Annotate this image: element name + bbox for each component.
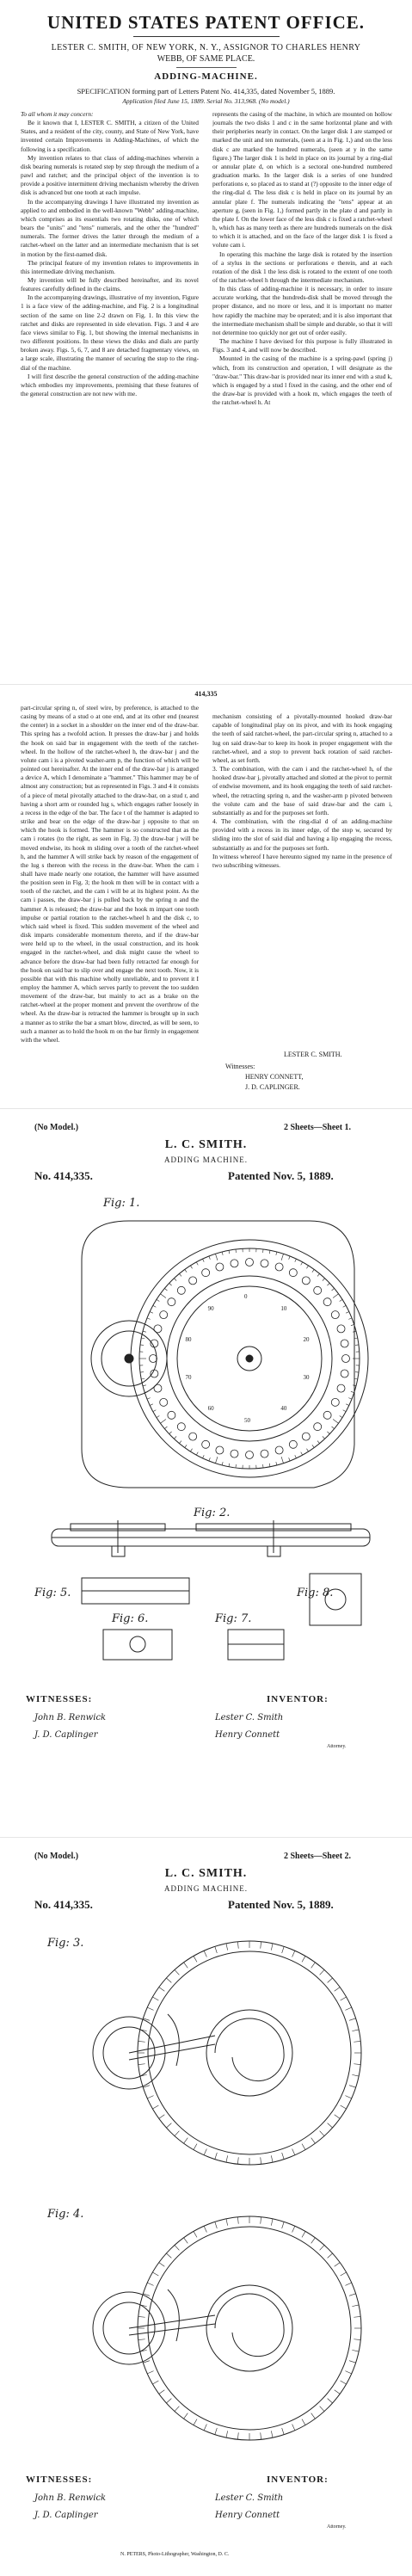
graduation-tick <box>159 2390 164 2394</box>
graduation-tick <box>166 2253 171 2258</box>
graduation-tick <box>175 2407 179 2412</box>
paragraph: The machine I have devised for this purpose is fully illustrated in Figs. 3 and 4, and will now be described. <box>212 337 392 354</box>
graduation-tick <box>184 2413 188 2419</box>
inventor-heading: INVENTOR: <box>267 1694 329 1704</box>
specification-line: SPECIFICATION forming part of Letters Patent No. 414,335, dated November 5, 1889. <box>17 87 395 96</box>
graduation-tick <box>147 2096 153 2098</box>
graduation-tick <box>152 1997 158 2000</box>
graduation-tick <box>271 2431 273 2437</box>
graduation-tick <box>320 2407 324 2412</box>
dial-number: 70 <box>186 1374 192 1381</box>
graduation-tick <box>328 2399 333 2403</box>
graduation-tick <box>345 2371 351 2374</box>
graduation-tick <box>166 2399 171 2403</box>
graduation-tick <box>147 2283 153 2285</box>
graduation-tick <box>204 2148 206 2154</box>
graduation-tick <box>328 1978 333 1982</box>
graduation-tick <box>311 2138 316 2143</box>
graduation-tick <box>292 2226 295 2232</box>
graduation-tick <box>345 2007 351 2010</box>
graduation-tick <box>166 2123 171 2128</box>
figure-label: Fig: 7. <box>215 1612 251 1625</box>
dial-number: 50 <box>244 1417 250 1424</box>
graduation-tick <box>166 1978 171 1982</box>
graduation-tick <box>175 2131 179 2136</box>
figure-label: Fig: 4. <box>47 2208 83 2221</box>
graduation-tick <box>152 2105 158 2109</box>
graduation-tick <box>341 2381 347 2384</box>
paragraph: The principal feature of my invention relates to improvements in this intermediate driving mechanism. <box>21 259 199 276</box>
graduation-tick <box>271 2155 273 2162</box>
witness-name: HENRY CONNETT, <box>245 1072 304 1082</box>
graduation-tick <box>320 2131 324 2136</box>
dial-number: 20 <box>303 1336 309 1343</box>
graduation-tick <box>159 2115 164 2119</box>
dial-number: 80 <box>186 1336 192 1343</box>
witness-signature: John B. Renwick <box>34 1713 106 1722</box>
patent-number: No. 414,335. <box>34 1169 93 1183</box>
graduation-tick <box>226 2431 228 2437</box>
attorney-label: Attorney. <box>327 1744 346 1749</box>
graduation-tick <box>175 1969 179 1975</box>
graduation-tick <box>194 1956 197 1962</box>
paragraph: part-circular spring n, of steel wire, by preference, is attached to the casing by means of a stud o at one end, and at its other end (nearest the center) in a socket in a shoulder on the inner end of the draw-bar. This spring has a twofold action. It presses the draw-bar j and holds the hook on said bar in engagement with the teeth of the ratchet-wheel. In the hollow of the ratchet-wheel h, the draw-bar j and the volute cam i is a pivoted washer-arm p, the function of which will be pointed out hereinafter. At the inner end of the draw-bar j is arranged a device A, which I denominate a "hammer." This hammer may be of almost any construction; but as represented in Figs. 3 and 4 it consists of a piece of metal pivotally attached to the draw-bar, on a stud r, and having a short arm or rounded lug s, which engages rather loosely in a recess in the edge of the bar. The face t of the hammer is adapted to strike and bear on the edge of the draw-bar j opposite to that on which the hook is formed. The hammer is so constructed that as the cam i rotates (to the right, as seen in Fig. 3) the draw-bar j will be moved endwise, its hook m sliding over a tooth of the ratchet-wheel h, and the hammer A will strike back by reason of the engagement of the lug s thereon with the recess in the draw-bar. When the cam i shall have made nearly one rotation, the hammer will have assumed the position seen in Fig. 3; the hook m then will be in contact with a tooth of the ratchet, and the cam i will be at its highest point. As the cam i passes, the draw-bar j is pulled back by the spring n and the hammer A is released; the draw-bar and the hook m impart one tooth impulse or partial rotation to the ratchet-wheel h and the disk c, to which said wheel is fixed. This sudden movement of the wheel and disk imparts considerable momentum thereto, and if the draw-bar were held up to the wheel, in the usual construction, and its hook engaged in the ratchet-wheel, and disk might cause the wheel to advance before the draw-bar had been fully retracted far enough for the hook on said bar to slip over and engage the next tooth. Now, it is possible that with this machine wholly unreliable, and to prevent it I employ the hammer A, which serves partly to prevent the too sudden movement of the draw-bar, but mainly to act as a brake on the ratchet-wheel at the proper moment and prevent the overthrow of the wheel. As the draw-bar is retracted the hammer is brought up in such a manner as to strike the bar a smart blow, directed, as will be seen, to such a manner as to hold the hook m on the bar firmly in engagement with the wheel. <box>21 704 199 1045</box>
sheet-info: 2 Sheets—Sheet 1. <box>284 1123 351 1132</box>
graduation-tick <box>335 1987 340 1992</box>
inventor-signature: Lester C. Smith <box>215 1713 283 1722</box>
graduation-tick <box>184 2138 188 2143</box>
attorney-signature: Henry Connett <box>215 1730 280 1740</box>
graduation-tick <box>226 1944 228 1950</box>
graduation-tick <box>335 2390 340 2394</box>
machine-title: ADDING-MACHINE. <box>0 71 412 82</box>
specification-page-2 <box>0 684 412 1109</box>
graduation-tick <box>271 2219 273 2226</box>
graduation-tick <box>237 2217 238 2224</box>
graduation-tick <box>345 2283 351 2285</box>
patent-number: No. 414,335. <box>34 1898 93 1912</box>
office-title: UNITED STATES PATENT OFFICE. <box>0 12 412 34</box>
inventor-name: L. C. SMITH. <box>0 1867 412 1881</box>
graduation-tick <box>226 2219 228 2226</box>
graduation-tick <box>292 1950 295 1957</box>
figure-label: Fig: 8. <box>297 1587 333 1599</box>
assignor-line: WEBB, OF SAME PLACE. <box>26 54 386 64</box>
page-number: 414,335 <box>0 690 412 698</box>
graduation-tick <box>138 2339 145 2340</box>
text-column-right <box>212 704 392 1045</box>
inventor-line: LESTER C. SMITH, OF NEW YORK, N. Y., ASSIGNOR TO CHARLES HENRY <box>26 43 386 52</box>
figure-label: Fig: 1. <box>103 1197 139 1210</box>
graduation-tick <box>302 1956 305 1962</box>
attorney-signature: Henry Connett <box>215 2511 280 2520</box>
graduation-tick <box>349 2294 356 2296</box>
dial-number: 10 <box>280 1305 286 1312</box>
witness-name: J. D. CAPLINGER. <box>245 1082 300 1092</box>
paragraph: My invention relates to that class of adding-machines wherein a disk bearing numerals is rotated step by step through the medium of a pawl and ratchet; and the principal object of the invention is to provide a positive intermittent driving mechanism whereby the driven disk is advanced but one tooth at each impulse. <box>21 154 199 198</box>
application-line: Application filed June 15, 1889. Serial No. 313,968. (No model.) <box>17 97 395 105</box>
paragraph: I will first describe the general construction of the adding-machine which embodies my improvements, premising that these features of the general construction are not new with me. <box>21 373 199 398</box>
graduation-tick <box>194 2419 197 2425</box>
graduation-tick <box>215 2222 217 2228</box>
witness-signature: J. D. Caplinger <box>34 1730 98 1740</box>
dial-number: 30 <box>303 1374 309 1381</box>
fig5-8-drawings <box>0 1109 412 1838</box>
witnesses-heading: WITNESSES: <box>26 2474 92 2485</box>
graduation-tick <box>138 2316 145 2317</box>
graduation-tick <box>237 2432 238 2439</box>
inventor-name: L. C. SMITH. <box>0 1138 412 1152</box>
graduation-tick <box>159 1987 164 1992</box>
graduation-tick <box>147 2007 153 2010</box>
graduation-tick <box>194 2144 197 2150</box>
paragraph: represents the casing of the machine, in which are mounted on hollow journals the two disks 1 and c in the same horizontal plane and with their peripheries nearly in contact. On the larger disk 1 are stamped or marked the unit and ten numerals, (seen at a in Fig. 1,) and on the less disk c are marked the hundred numerals, (seen at y in the same figure.) The larger disk 1 is held in place on its journal by a ring-dial or annular plate d, on which is a sectoral one-hundred numbered graduation marks. In the larger disk is a series of one hundred perforations e, so placed as to stand at (?) opposite to the inner edge of the ring-dial d. The less disk c is held in place on its journal by an annular plate f. The numerals indicating the "tens" appear at an aperture g, (seen in Fig. 1,) formed partly in the plate d and partly in the plate f. On the lower face of the less disk c is fixed a ratchet-wheel h, which has as many teeth as there are hundreds numerals on the disk to which it is attached, and on the face of the larger disk 1 is fixed a volute cam i. <box>212 110 392 250</box>
graduation-tick <box>341 1997 347 2000</box>
text-column-left <box>21 704 199 1101</box>
graduation-tick <box>159 2263 164 2267</box>
signature: LESTER C. SMITH. <box>284 1050 342 1059</box>
paragraph: In the accompanying drawings I have illustrated my invention as applied to and embodied in the well-known "Webb" adding-machine, which comprises as its essentials two rotating disks, one of which bears the "units" and "tens" numerals, and the other the "hundred" numerals. The former drives the latter through the medium of a ratchet-wheel on the latter and an intermediate mechanism that is set in motion by the first-named disk. <box>21 198 199 259</box>
graduation-tick <box>204 1950 206 1957</box>
graduation-tick <box>194 2231 197 2237</box>
engraver-credit: N. PETERS, Photo-Lithographer, Washington, D. C. <box>120 2552 229 2557</box>
salutation: To all whom it may concern: <box>21 110 199 119</box>
graduation-tick <box>282 1946 284 1953</box>
graduation-tick <box>320 2245 324 2250</box>
drawing-sheet-2 <box>0 1837 412 2576</box>
sheet-info: 2 Sheets—Sheet 2. <box>284 1852 351 1861</box>
witness-signature: J. D. Caplinger <box>34 2511 98 2520</box>
graduation-tick <box>147 2371 153 2374</box>
title-rule-short <box>176 67 237 68</box>
graduation-tick <box>282 2428 284 2435</box>
dial-number: 40 <box>280 1405 286 1412</box>
graduation-tick <box>335 2263 340 2267</box>
graduation-tick <box>215 2428 217 2435</box>
graduation-tick <box>292 2148 295 2154</box>
model-label: (No Model.) <box>34 1852 78 1861</box>
graduation-tick <box>138 2041 145 2042</box>
graduation-tick <box>204 2424 206 2430</box>
graduation-tick <box>345 2096 351 2098</box>
dial-number: 60 <box>208 1405 214 1412</box>
graduation-tick <box>311 2413 316 2419</box>
graduation-tick <box>352 2305 359 2307</box>
inventor-heading: INVENTOR: <box>267 2474 329 2485</box>
graduation-tick <box>204 2226 206 2232</box>
graduation-tick <box>354 2339 360 2340</box>
graduation-tick <box>292 2424 295 2430</box>
graduation-tick <box>341 2105 347 2109</box>
graduation-tick <box>352 2350 359 2351</box>
graduation-tick <box>152 2272 158 2276</box>
graduation-tick <box>349 2086 356 2087</box>
graduation-tick <box>311 1963 316 1968</box>
graduation-tick <box>341 2272 347 2276</box>
graduation-tick <box>184 1963 188 1968</box>
graduation-tick <box>349 2361 356 2363</box>
witness-signature: John B. Renwick <box>34 2493 106 2503</box>
graduation-tick <box>175 2245 179 2250</box>
graduation-tick <box>335 2115 340 2119</box>
graduation-tick <box>237 1942 238 1949</box>
paragraph: In this class of adding-machine it is necessary, in order to insure accurate working, that the hundreds-disk shall be moved through the proper distance, and no more or less, and it is important no matter how rapidly the machine may be operated; and it is also important that the intermediate mechanism shall be simple and durable, so that it will not determine too quickly nor get out of order easily. <box>212 285 392 337</box>
figure-label: Fig: 6. <box>112 1612 148 1625</box>
title-rule <box>133 36 280 37</box>
graduation-tick <box>282 2222 284 2228</box>
dial-number: 0 <box>244 1293 248 1300</box>
paragraph: mechanism consisting of a pivotally-mounted hooked draw-bar capable of longitudinal play on its pivot, and with its hook engaging the teeth of said ratchet-wheel, the part-circular spring n, attached to a lug on said draw-bar to keep its hook in proper engagement with the ratchet-wheel, and a stop to prevent back rotation of said ratchet-wheel, as set forth. 3. The combination, with the cam i and the ratchet-wheel h, of the hooked draw-bar j, pivotally attached and slotted at the pivot to permit of endwise movement, and its hook engaging the teeth of said ratchet-wheel, the retracting spring n, and the washer-arm p pivoted between the volute cam and the base of said draw-bar and the cam i, substantially as and for the purposes set forth. 4. The combination, with the ring-dial d of an adding-machine provided with a recess in its inner edge, of the stop w, secured by sliding into the slot of said dial and having a lip engaging the recess, substantially as and for the purposes set forth. In witness whereof I have hereunto signed my name in the presence of two subscribing witnesses. <box>212 712 392 870</box>
graduation-tick <box>184 2238 188 2243</box>
graduation-tick <box>328 2123 333 2128</box>
graduation-tick <box>226 2155 228 2162</box>
figure-label: Fig: 2. <box>194 1507 230 1519</box>
attorney-label: Attorney. <box>327 2524 346 2530</box>
patented-date: Patented Nov. 5, 1889. <box>228 1898 334 1912</box>
drawing-subtitle: ADDING MACHINE. <box>0 1156 412 1164</box>
graduation-tick <box>328 2253 333 2258</box>
figure-label: Fig: 5. <box>34 1587 71 1599</box>
graduation-tick <box>354 2064 360 2065</box>
text-column-left <box>21 110 199 680</box>
paragraph: In the accompanying drawings, illustrative of my invention, Figure 1 is a face view of the adding-machine, and Fig. 2 is a longitudinal section of the same on line 2-2 drawn on Fig. 1. In this view the ratchet and disks are represented in side elevation. Figs. 3 and 4 are face views similar to Fig. 1, but showing the internal mechanisms in two different positions. In these views the disks and dials are partly broken away. Figs. 5, 6, 7, and 8 are detached fragmentary views, on a large scale, illustrating the manner of securing the stop to the ring-dial of the machine. <box>21 293 199 372</box>
witnesses-label: Witnesses: <box>225 1062 255 1071</box>
graduation-tick <box>311 2238 316 2243</box>
paragraph: Mounted in the casing of the machine is a spring-pawl (spring j) which, from its construction and operation, I will designate as the "draw-bar." This draw-bar is provided near its inner end with a stud k, which is engaged by a stud l fixed in the casing, and the other end of the draw-bar is provided with a hook m, which engages the teeth of the ratchet-wheel h. At <box>212 354 392 407</box>
model-label: (No Model.) <box>34 1123 78 1132</box>
fig3-fig4-drawings <box>0 1838 412 2576</box>
graduation-tick <box>152 2381 158 2384</box>
graduation-tick <box>302 2144 305 2150</box>
graduation-tick <box>237 2157 238 2164</box>
figure-label: Fig: 3. <box>47 1937 83 1950</box>
graduation-tick <box>354 2316 360 2317</box>
dial-number: 90 <box>208 1305 214 1312</box>
graduation-tick <box>271 1944 273 1950</box>
paragraph: My invention will be fully described hereinafter, and its novel features carefully defined in the claims. <box>21 276 199 293</box>
witnesses-heading: WITNESSES: <box>26 1694 92 1704</box>
graduation-tick <box>302 2419 305 2425</box>
drawing-subtitle: ADDING MACHINE. <box>0 1884 412 1893</box>
graduation-tick <box>215 2153 217 2160</box>
paragraph: Be it known that I, LESTER C. SMITH, a citizen of the United States, and a resident of the city, county, and State of New York, have invented certain Improvements in Adding-Machines, of which the following is a specification. <box>21 119 199 154</box>
graduation-tick <box>352 2074 359 2076</box>
inventor-signature: Lester C. Smith <box>215 2493 283 2503</box>
drawing-sheet-1 <box>0 1108 412 1838</box>
graduation-tick <box>320 1969 324 1975</box>
graduation-tick <box>349 2018 356 2020</box>
graduation-tick <box>352 2030 359 2031</box>
paragraph: In operating this machine the large disk is rotated by the insertion of a stylus in the sections or perforations e therein, and at each rotation of the disk 1 the less disk is rotated to the extent of one tooth of the ratchet-wheel h through the intermediate mechanism. <box>212 250 392 286</box>
graduation-tick <box>138 2064 145 2065</box>
graduation-tick <box>354 2041 360 2042</box>
graduation-tick <box>215 1946 217 1953</box>
specification-page-1 <box>0 0 412 684</box>
patented-date: Patented Nov. 5, 1889. <box>228 1169 334 1183</box>
graduation-tick <box>302 2231 305 2237</box>
text-column-right <box>212 110 392 680</box>
graduation-tick <box>282 2153 284 2160</box>
